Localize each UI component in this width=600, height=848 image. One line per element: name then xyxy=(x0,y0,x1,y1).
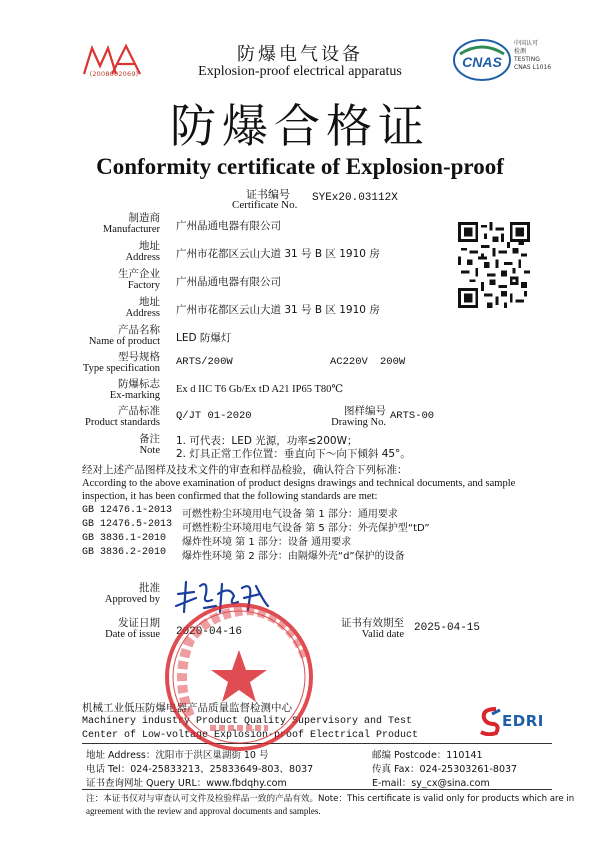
note-label: 备注 Note xyxy=(139,433,160,456)
edri-emblem-icon xyxy=(478,706,502,736)
contact-query-url: 证书查询网址 Query URL：www.fbdqhy.com xyxy=(86,778,287,789)
standard-desc-2: 可燃性粉尘环境用电气设备 第 5 部分：外壳保护型“tD” xyxy=(182,523,430,534)
title-zh: 防爆合格证 xyxy=(170,99,430,153)
address2-label: 地址 Address xyxy=(125,296,160,319)
factory-label: 生产企业 Factory xyxy=(118,268,160,291)
cnas-text: CNAS xyxy=(462,54,502,70)
qr-code-icon xyxy=(458,222,530,308)
official-seal-icon xyxy=(160,598,318,756)
product-value: LED 防爆灯 xyxy=(176,332,232,344)
center-name-zh: 机械工业低压防爆电器产品质量监督检测中心 xyxy=(82,702,292,714)
divider-bottom xyxy=(82,789,552,790)
standard-desc-4: 爆炸性环境 第 2 部分：由隔爆外壳“d”保护的设备 xyxy=(182,551,405,562)
manufacturer-label: 制造商 Manufacturer xyxy=(102,212,160,235)
cnas-testing: TESTING xyxy=(514,56,540,63)
note-line-1: 1. 可代表：LED 光源，功率≤200W； xyxy=(176,435,358,447)
address2-value: 广州市花都区云山大道 31 号 B 区 1910 房 xyxy=(176,304,380,316)
edri-text: EDRI xyxy=(502,712,544,730)
certificate-label-en: Certificate No. xyxy=(232,199,298,211)
examination-zh: 经对上述产品图样及技术文件的审查和样品检验，确认符合下列标准： xyxy=(82,464,408,476)
standard-code-4: GB 3836.2-2010 xyxy=(82,547,167,558)
power-value: 200W xyxy=(380,356,406,368)
standards-label: 产品标准 Product standards xyxy=(85,405,160,428)
contact-tel: 电话 Tel：024-25833213、25833649-803、8037 xyxy=(86,764,314,775)
cnas-cn1: 中国认可 xyxy=(514,40,539,47)
manufacturer-value: 广州晶通电器有限公司 xyxy=(176,220,281,232)
title-en: Conformity certificate of Explosion-proof xyxy=(96,154,504,179)
category-en: Explosion-proof electrical apparatus xyxy=(198,64,402,79)
note-line-2: 2. 灯具正常工作位置：垂直向下～向下倾斜 45°。 xyxy=(176,448,411,460)
address1-label: 地址 Address xyxy=(125,240,160,263)
factory-value: 广州晶通电器有限公司 xyxy=(176,276,281,288)
cnas-id: CNAS L1016 xyxy=(514,64,552,71)
product-label: 产品名称 Name of product xyxy=(88,324,160,347)
contact-address: 地址 Address：沈阳市于洪区巢湖街 10 号 xyxy=(86,750,269,761)
issue-date-label: 发证日期 Date of issue xyxy=(105,617,160,640)
edri-logo xyxy=(478,706,554,738)
contact-email: E-mail：sy_cx@sina.com xyxy=(372,778,490,789)
valid-date-value: 2025-04-15 xyxy=(414,622,481,634)
standard-desc-3: 爆炸性环境 第 1 部分：设备 通用要求 xyxy=(182,537,352,548)
contact-postcode: 邮编 Postcode：110141 xyxy=(372,750,483,761)
issue-date-value: 2020-04-16 xyxy=(176,626,243,638)
footer-note-line-1: 注：本证书仅对与审查认可文件及检验样品一致的产品有效。Note：This certificate is valid only for products which are in xyxy=(86,794,575,804)
exmark-value: Ex d IIC T6 Gb/Ex tD A21 IP65 T80℃ xyxy=(176,384,344,395)
exmark-label: 防爆标志 Ex-marking xyxy=(109,378,160,401)
category-zh: 防爆电气设备 xyxy=(237,44,363,65)
cnas-cn2: 检测 xyxy=(514,48,527,55)
standard-code-3: GB 3836.1-2010 xyxy=(82,533,167,544)
center-name-en-1: Machinery industry Product Quality Supervisory and Test xyxy=(82,716,413,727)
approved-label: 批准 Approved by xyxy=(104,582,160,605)
footer-note-line-2: agreement with the review and approval documents and samples. xyxy=(86,806,321,816)
standards-value: Q/JT 01-2020 xyxy=(176,410,252,422)
drawing-value: ARTS-00 xyxy=(390,410,435,422)
type-label: 型号规格 Type specification xyxy=(82,351,160,374)
standard-code-1: GB 12476.1-2013 xyxy=(82,505,173,516)
certificate-number: SYEx20.03112X xyxy=(312,192,398,204)
valid-date-label: 证书有效期至 Valid date xyxy=(341,617,404,640)
examination-en: According to the above examination of product designs drawings and technical documents, and sample inspection, it has been confirmed that the following standards are met: xyxy=(82,478,516,502)
standard-desc-1: 可燃性粉尘环境用电气设备 第 1 部分：通用要求 xyxy=(182,509,398,520)
type-value: ARTS/200W xyxy=(176,356,233,368)
center-name-en-2: Center of Low-voltage Explosion-proof Electrical Product xyxy=(82,730,419,741)
contact-fax: 传真 Fax：024-25303261-8037 xyxy=(372,764,518,775)
certificate-label-zh: 证书编号 xyxy=(246,188,290,201)
standard-code-2: GB 12476.5-2013 xyxy=(82,519,173,530)
address1-value: 广州市花都区云山大道 31 号 B 区 1910 房 xyxy=(176,248,380,260)
voltage-value: AC220V xyxy=(330,356,368,368)
drawing-label: 图样编号 Drawing No. xyxy=(331,405,386,428)
cma-code: (2008002069) xyxy=(89,70,139,78)
